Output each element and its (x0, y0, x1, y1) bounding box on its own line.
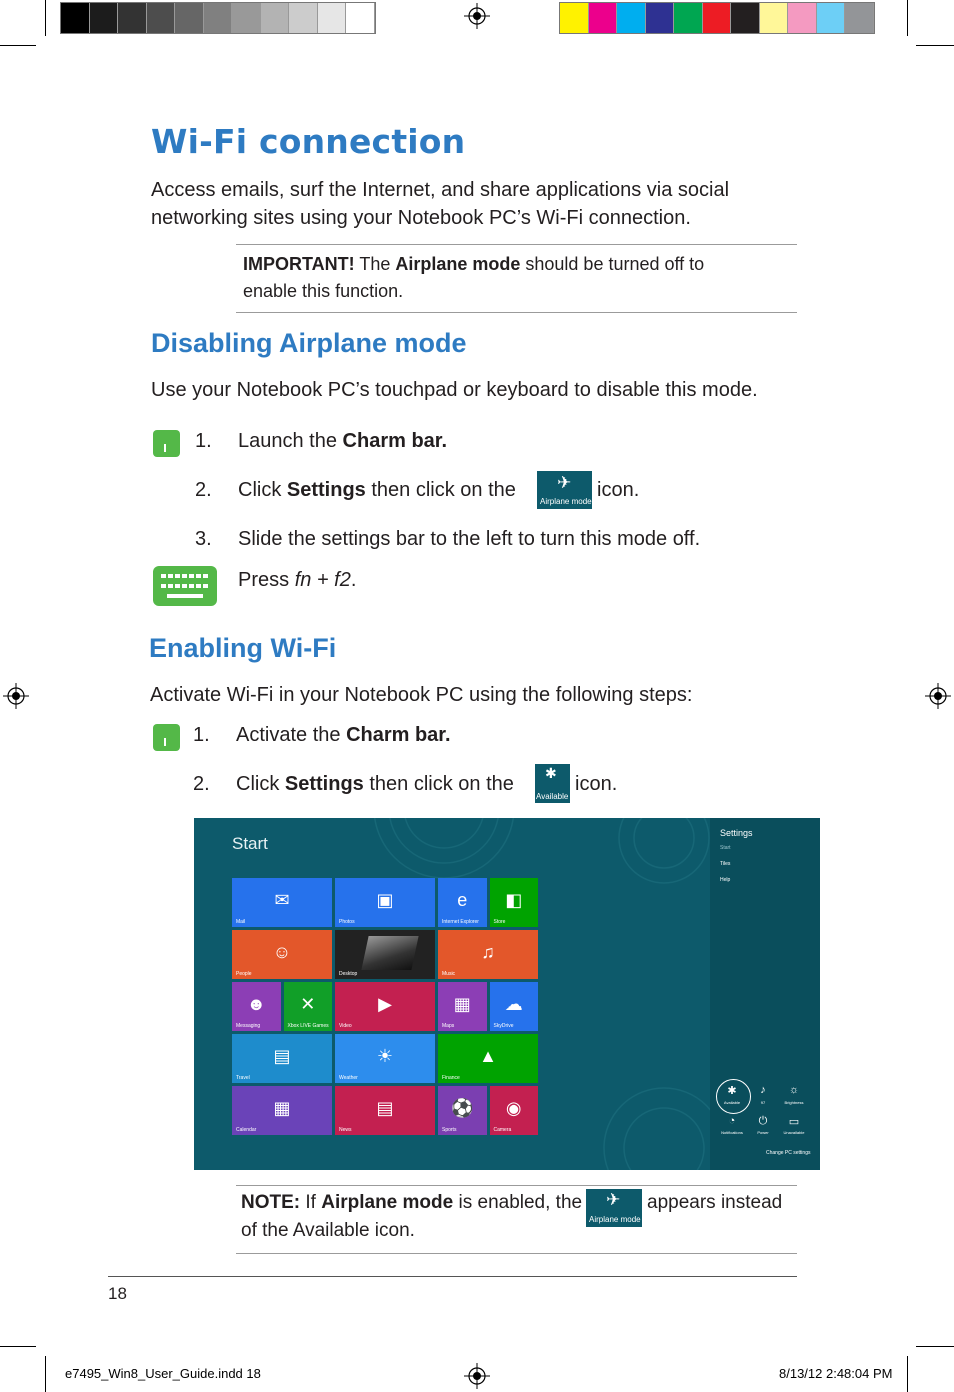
important-note (243, 251, 793, 305)
note-text: is enabled, the (453, 1192, 583, 1213)
tile-label: Video (339, 1023, 352, 1029)
tile-label: Xbox LIVE Games (287, 1023, 329, 1029)
step-number: 2. (193, 773, 210, 795)
tile-label: Maps (442, 1023, 455, 1029)
start-label: Start (232, 834, 268, 853)
crop-mark (907, 0, 908, 36)
color-swatch (589, 3, 618, 33)
tile-icon: ▲ (479, 1045, 497, 1066)
tile-icon: ♫ (481, 941, 495, 962)
change-pc-settings-link[interactable]: Change PC settings (766, 1150, 811, 1156)
tile-weather[interactable] (335, 1034, 435, 1083)
tile-label: SkyDrive (493, 1023, 514, 1029)
crop-mark (45, 0, 46, 36)
charm-item[interactable]: Tiles (720, 861, 731, 867)
tile-finance[interactable] (438, 1034, 538, 1083)
tile-label: Weather (339, 1075, 358, 1081)
tile-icon: e (457, 889, 468, 910)
color-swatch (346, 3, 375, 33)
crop-mark (916, 45, 954, 46)
tile-icon: ▦ (273, 1097, 291, 1118)
color-swatch (760, 3, 789, 33)
quick-setting-label: Power (757, 1130, 769, 1135)
step-text (236, 724, 451, 747)
charm-title: Settings (720, 828, 753, 838)
quick-setting-label: Unavailable (783, 1130, 805, 1135)
keyboard-instruction (238, 569, 356, 592)
tile-music[interactable] (438, 930, 538, 979)
grey-swatch-bar (60, 2, 376, 34)
step-post: then click on the (363, 773, 514, 795)
color-swatch (674, 3, 703, 33)
step-pre: Launch the (238, 430, 343, 452)
step-text (238, 479, 516, 502)
keyboard-post: . (350, 569, 357, 591)
step-text (238, 430, 447, 453)
step-bold: Charm bar. (346, 724, 451, 746)
color-swatch (147, 3, 176, 33)
color-swatch (646, 3, 675, 33)
airplane-mode-icon (537, 471, 592, 509)
tile-label: Messaging (236, 1023, 261, 1029)
quick-setting-label: Brightness (784, 1100, 804, 1105)
crop-mark (916, 1346, 954, 1347)
step-pre: Activate the (236, 724, 347, 746)
charm-item[interactable]: Help (720, 877, 731, 883)
color-swatch (289, 3, 318, 33)
tile-label: Music (442, 971, 456, 977)
notifications-icon[interactable]: ◔ (728, 1115, 736, 1127)
tile-icon: ☁ (504, 993, 523, 1014)
section-title-disabling: Disabling Airplane mode (151, 328, 467, 358)
important-bold: Airplane mode (395, 254, 521, 274)
tile-label: People (236, 971, 252, 977)
note-label: NOTE: (241, 1192, 301, 1213)
section1-intro: Use your Notebook PC’s touchpad or keyboard to disable this mode. (151, 379, 758, 401)
keyboard-icon[interactable]: ▭ (788, 1116, 800, 1128)
registration-mark-icon (464, 1363, 490, 1389)
step-text: Slide the settings bar to the left to turn this mode off. (238, 528, 701, 550)
tile-label: Photos (339, 919, 355, 925)
color-swatch (318, 3, 347, 33)
step-number: 1. (193, 724, 210, 746)
touchpad-icon (153, 430, 180, 457)
color-swatch (845, 3, 874, 33)
color-swatch (731, 3, 760, 33)
page-number: 18 (108, 1284, 127, 1303)
tile-icon: ▶ (378, 993, 392, 1014)
tile-label: Store (493, 919, 506, 925)
step-text-suffix: icon. (597, 479, 640, 501)
step-bold: Charm bar. (342, 430, 448, 452)
tile-maps[interactable] (438, 982, 487, 1031)
keyboard-pre: Press (238, 569, 295, 591)
important-text: The (354, 254, 396, 274)
step-post: then click on the (365, 479, 516, 501)
note-bold: Airplane mode (321, 1192, 454, 1213)
footer-rule (108, 1276, 797, 1277)
tile-icon: ⚽ (451, 1097, 474, 1118)
note-top-rule (236, 1185, 797, 1186)
volume-icon[interactable]: ♪ (760, 1084, 766, 1096)
airplane-icon: ✈ (557, 473, 572, 492)
note-bottom-rule (236, 1253, 797, 1254)
tile-mail[interactable] (232, 878, 332, 927)
tile-news[interactable] (335, 1086, 435, 1135)
tile-label: News (339, 1127, 352, 1133)
tile-skydrive[interactable] (490, 982, 539, 1031)
page-title: Wi-Fi connection (151, 122, 466, 161)
tile-xbox-live-games[interactable] (284, 982, 333, 1031)
wifi-signal-icon: ✱ (545, 765, 557, 781)
airplane-icon-label: Airplane mode (589, 1215, 641, 1224)
start-screen-screenshot (194, 818, 820, 1170)
tile-icon: ☀ (376, 1045, 394, 1066)
color-swatch (61, 3, 90, 33)
section2-intro: Activate Wi-Fi in your Notebook PC using the following steps: (150, 684, 693, 706)
note-text: If (300, 1192, 322, 1213)
step-number: 1. (195, 430, 212, 452)
desktop-laptop-image (361, 936, 418, 970)
tile-label: Finance (442, 1075, 460, 1081)
important-label: IMPORTANT! (243, 254, 355, 274)
tile-video[interactable] (335, 982, 435, 1031)
tile-icon: ☺ (272, 941, 292, 962)
crop-mark (0, 45, 36, 46)
tile-messaging[interactable] (232, 982, 281, 1031)
color-swatch (118, 3, 147, 33)
brightness-icon[interactable]: ☼ (788, 1084, 800, 1096)
quick-setting-label: 97 (760, 1100, 766, 1105)
color-swatch (90, 3, 119, 33)
color-swatch (261, 3, 290, 33)
wifi-icon[interactable]: ✱ (727, 1085, 737, 1097)
tile-icon: ◉ (505, 1097, 522, 1118)
tile-icon: ▤ (376, 1097, 394, 1118)
tile-internet-explorer[interactable] (438, 878, 487, 927)
important-line-2: enable this function. (243, 281, 404, 301)
tile-label: Travel (236, 1075, 250, 1081)
tile-icon: ✉ (274, 889, 290, 910)
keyboard-keys (161, 584, 208, 588)
crop-mark (907, 1356, 908, 1392)
color-swatch (232, 3, 261, 33)
step-pre: Click (238, 479, 287, 501)
note-line-2: of the Available icon. (241, 1220, 415, 1241)
tile-icon: ▤ (273, 1045, 291, 1066)
intro-line: Access emails, surf the Internet, and share applications via social (151, 179, 730, 201)
settings-charm-panel (710, 818, 820, 1170)
color-swatch (817, 3, 846, 33)
color-swatch (204, 3, 233, 33)
intro-paragraph (151, 176, 851, 232)
color-swatch-bar (559, 2, 875, 34)
airplane-icon: ✈ (606, 1190, 621, 1209)
tile-people[interactable] (232, 930, 332, 979)
important-bottom-rule (236, 312, 797, 313)
available-wifi-icon (535, 764, 570, 803)
step-text (236, 773, 514, 796)
tile-camera[interactable] (490, 1086, 539, 1135)
color-swatch (617, 3, 646, 33)
tile-icon: ✕ (300, 993, 316, 1014)
important-text: should be turned off to (520, 254, 705, 274)
quick-setting-label: Notifications (721, 1130, 743, 1135)
step-number: 3. (195, 528, 212, 550)
tile-label: Calendar (236, 1127, 257, 1133)
keyboard-keys (161, 574, 208, 578)
tile-calendar[interactable] (232, 1086, 332, 1135)
note-text-suffix: appears instead (647, 1192, 783, 1213)
crop-mark (45, 1356, 46, 1392)
tile-icon: ▦ (453, 993, 471, 1014)
tile-label: Internet Explorer (442, 919, 479, 925)
section-title-enabling: Enabling Wi-Fi (149, 633, 337, 663)
charm-item[interactable]: Start (720, 845, 731, 851)
power-icon[interactable]: ⏻ (758, 1115, 768, 1127)
touchpad-icon (153, 724, 180, 751)
tile-icon: ▣ (376, 889, 394, 910)
keyboard-icon (153, 566, 217, 606)
step-bold: Settings (284, 773, 364, 795)
keyboard-space (167, 594, 203, 598)
tile-icon: ◧ (505, 889, 523, 910)
slug-file-info: e7495_Win8_User_Guide.indd 18 (65, 1366, 261, 1381)
tile-store[interactable] (490, 878, 539, 927)
registration-mark-icon (464, 3, 490, 29)
airplane-mode-icon (586, 1189, 642, 1227)
tile-icon: ☻ (246, 993, 266, 1014)
tile-sports[interactable] (438, 1086, 487, 1135)
crop-mark (0, 1346, 36, 1347)
color-swatch (703, 3, 732, 33)
tile-label: Mail (236, 919, 246, 925)
color-swatch (788, 3, 817, 33)
step-text-suffix: icon. (575, 773, 618, 795)
registration-mark-icon (3, 683, 29, 709)
important-top-rule (236, 244, 797, 245)
keyboard-keys-text: fn + f2 (294, 569, 351, 591)
tile-label: Desktop (339, 971, 358, 977)
airplane-icon-label: Airplane mode (540, 497, 592, 506)
tile-photos[interactable] (335, 878, 435, 927)
tile-travel[interactable] (232, 1034, 332, 1083)
color-swatch (175, 3, 204, 33)
step-bold: Settings (286, 479, 366, 501)
color-swatch (560, 3, 589, 33)
step-pre: Click (236, 773, 285, 795)
available-icon-label: Available (536, 792, 569, 801)
step-number: 2. (195, 479, 212, 501)
quick-setting-label: Available (723, 1100, 741, 1105)
intro-line: networking sites using your Notebook PC’s Wi-Fi connection. (151, 207, 691, 229)
registration-mark-icon (925, 683, 951, 709)
tile-label: Camera (493, 1127, 512, 1133)
tile-label: Sports (442, 1127, 457, 1133)
slug-timestamp: 8/13/12 2:48:04 PM (779, 1366, 893, 1381)
tile-desktop[interactable] (335, 930, 435, 979)
important-line (243, 251, 793, 278)
